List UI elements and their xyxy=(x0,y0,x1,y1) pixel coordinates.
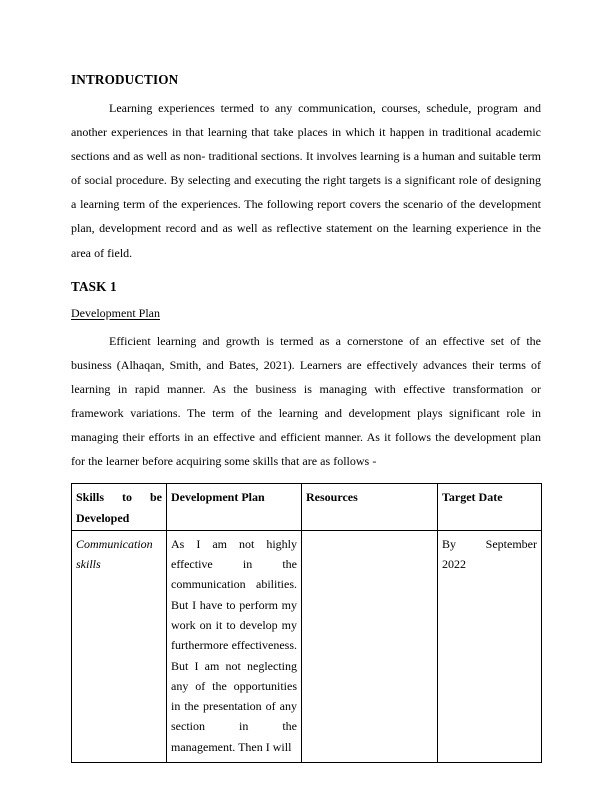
table-cell-resources xyxy=(302,530,438,762)
table-header-skills xyxy=(72,484,167,531)
table-header-skills-line2: Developed xyxy=(76,510,130,525)
table-cell-development-plan: As I am not highly effective in the communication abilities. But I have to perform my work on it to develop my furthermore effectiveness. But I am not neglecting any of the opportunities in the presentation of any section in the management. Then I will xyxy=(167,530,302,762)
table-header-development-plan: Development Plan xyxy=(167,484,302,531)
table-header-target-date: Target Date xyxy=(438,484,542,531)
table-cell-target-date: By September 2022 xyxy=(438,530,542,762)
introduction-heading: INTRODUCTION xyxy=(71,72,179,87)
table-header-row xyxy=(72,484,542,531)
table-cell-skill: Communication skills xyxy=(72,530,167,762)
development-plan-table xyxy=(71,483,542,763)
development-plan-subheading-text: Development Plan xyxy=(71,305,160,320)
page-content xyxy=(71,72,541,763)
task1-paragraph: Efficient learning and growth is termed as a cornerstone of an effective set of the business (Alhaqan, Smith, and Bates, 2021). Learners are effectively advances their terms of learning in rapid manner. As the business is managing with effective transformation or framework variations. The term of the learning and development plays significant role in managing their efforts in an effective and efficient manner. As it follows the development plan for the learner before acquiring some skills that are as follows - xyxy=(71,333,541,469)
table-row xyxy=(72,530,542,762)
table-header-resources: Resources xyxy=(302,484,438,531)
development-plan-subheading xyxy=(71,306,541,320)
table-header-skills-line1: Skills to be xyxy=(76,490,162,505)
task1-heading: TASK 1 xyxy=(71,278,117,294)
introduction-paragraph: Learning experiences termed to any communication, courses, schedule, program and another experiences in that learning that take places in which it happen in traditional academic sections and as well as non- traditional sections. It involves learning is a human and suitable term of social procedure. By selecting and executing the right targets is a significant role of designing a learning term of the experiences. The following report covers the scenario of the development plan, development record and as well as reflective statement on the learning experience in the area of field. xyxy=(71,101,541,260)
